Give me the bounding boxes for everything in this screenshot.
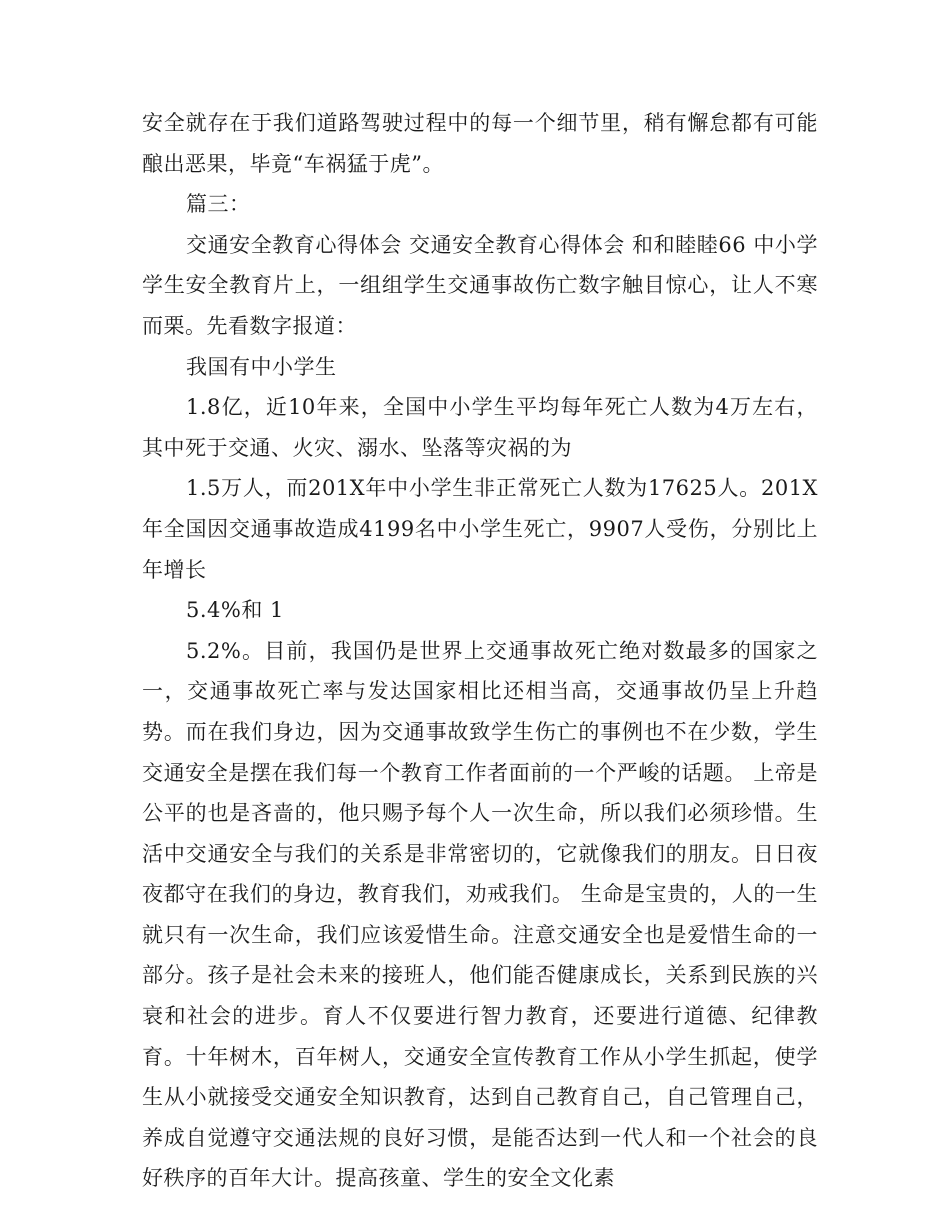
paragraph: 交通安全教育心得体会 交通安全教育心得体会 和和睦睦66 中小学学生安全教育片上，一组组学生交通事故伤亡数字触目惊心，让人不寒而栗。先看数字报道： [142, 232, 818, 338]
paragraph: 5.2%。目前，我国仍是世界上交通事故死亡绝对数最多的国家之一，交通事故死亡率与发达国家相比还相当高，交通事故仍呈上升趋势。而在我们身边，因为交通事故致学生伤亡的事例也不在少数，学生交通安全是摆在我们每一个教育工作者面前的一个严峻的话题。 上帝是公平的也是吝啬的，他只赐予每个人一次生命，所以我们必须珍惜。生活中交通安全与我们的关系是非常密切的，它就像我们的朋友。日日夜夜都守在我们的身边，教育我们，劝戒我们。 生命是宝贵的，人的一生就只有一次生命，我们应该爱惜生命。注意交通安全也是爱惜生命的一部分。孩子是社会未来的接班人，他们能否健康成长，关系到民族的兴衰和社会的进步。育人不仅要进行智力教育，还要进行道德、纪律教育。十年树木，百年树人，交通安全宣传教育工作从小学生抓起，使学生从小就接受交通安全知识教育，达到自己教育自己，自己管理自己，养成自觉遵守交通法规的良好习惯，是能否达到一代人和一个社会的良好秩序的百年大计。提高孩童、学生的安全文化素 [142, 638, 818, 1191]
paragraph: 我国有中小学生 [186, 354, 337, 379]
document-body [142, 103, 818, 1199]
section-heading: 篇三： [186, 192, 251, 217]
paragraph: 1.5万人，而201X年中小学生非正常死亡人数为17625人。201X年全国因交通事故造成4199名中小学生死亡，9907人受伤，分别比上年增长 [142, 476, 818, 582]
paragraph: 5.4%和 1 [186, 598, 284, 623]
paragraph: 安全就存在于我们道路驾驶过程中的每一个细节里，稍有懈怠都有可能酿出恶果，毕竟“车祸猛于虎”。 [142, 111, 818, 176]
paragraph: 1.8亿，近10年来，全国中小学生平均每年死亡人数为4万左右，其中死于交通、火灾、溺水、坠落等灾祸的为 [142, 395, 818, 460]
